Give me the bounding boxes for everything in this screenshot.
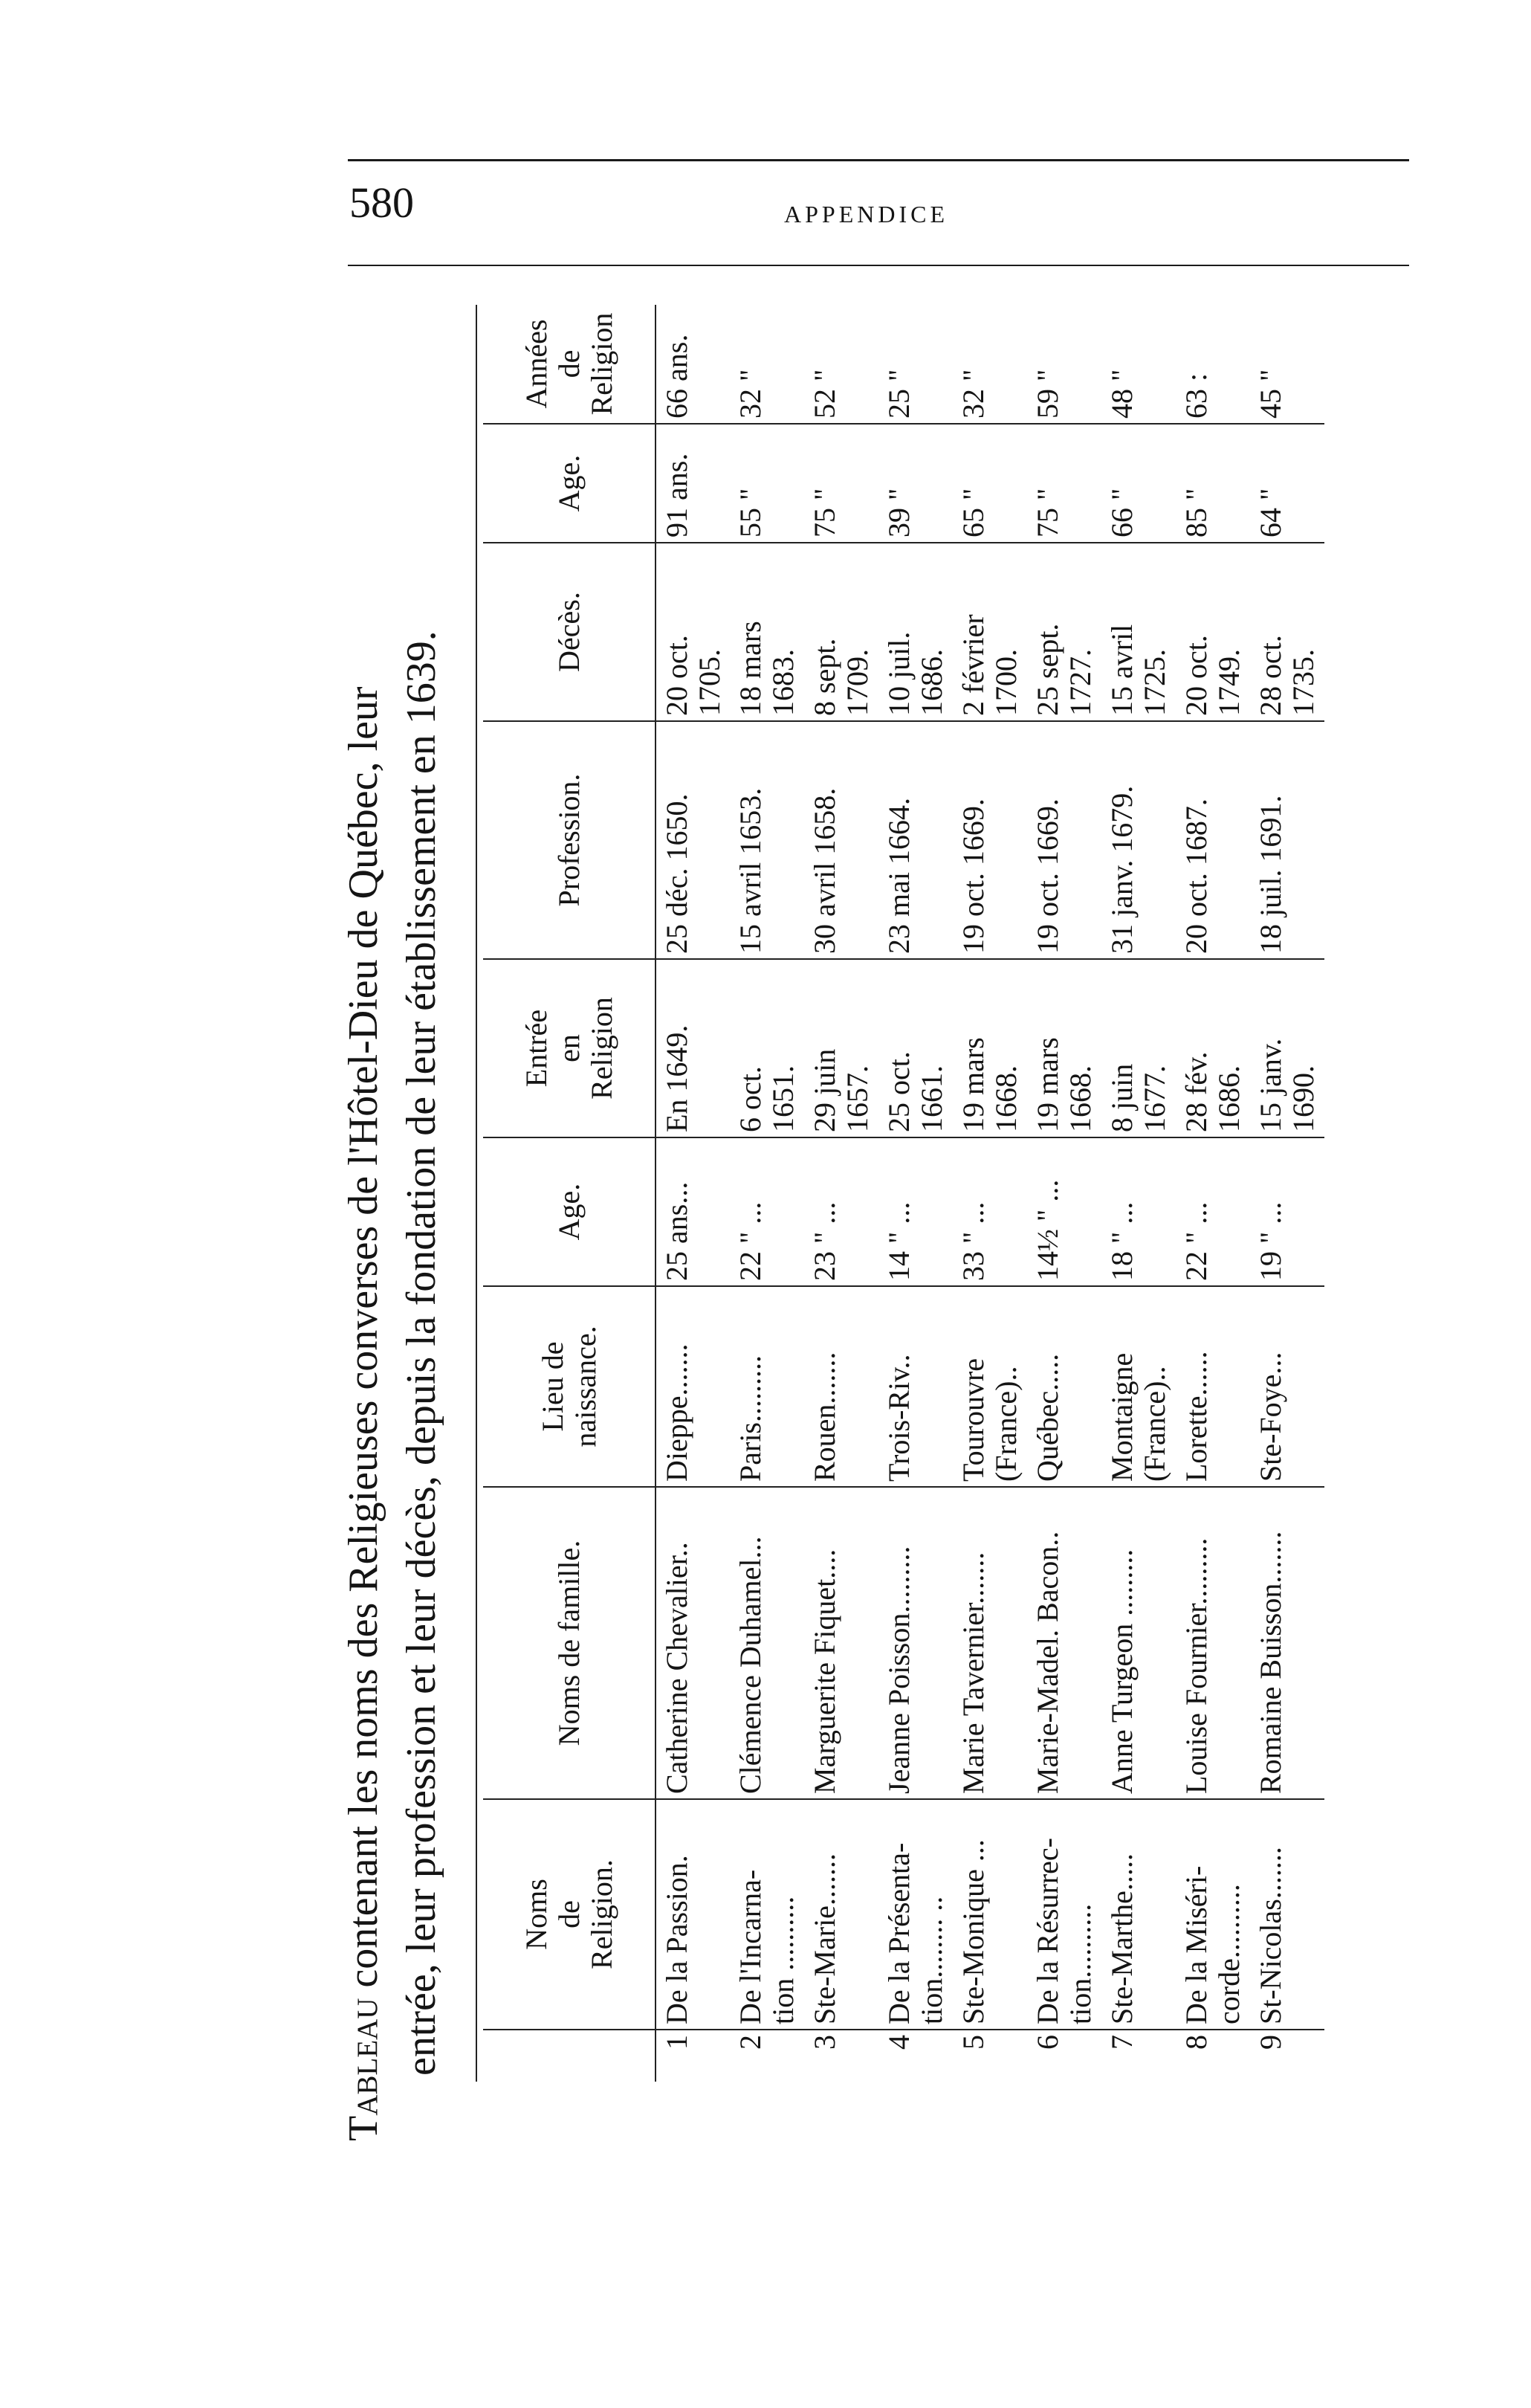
- table-row: [878, 305, 953, 2082]
- cell-years: 25 ": [878, 305, 953, 424]
- cell-profession: 30 avril 1658.: [804, 721, 878, 959]
- cell-family-name: Marguerite Fiquet....: [804, 1487, 878, 1799]
- cell-num: 9: [1254, 2035, 1287, 2050]
- cell-religion-name: Ste-Monique ...: [953, 1799, 1027, 2030]
- cell-family-name: Jeanne Poisson.........: [878, 1487, 953, 1799]
- table-row: [1250, 305, 1324, 2082]
- cell-age-death: 65 ": [953, 424, 1027, 543]
- cell-religion-name: De la Résurrec- tion..........: [1027, 1799, 1101, 2030]
- cell-age: 22 " ...: [730, 1137, 804, 1286]
- cell-years: 32 ": [953, 305, 1027, 424]
- cell-num: 7: [1105, 2035, 1139, 2050]
- cell-years: 59 ": [1027, 305, 1101, 424]
- cell-religion-name: De la Miséri- corde..........: [1176, 1799, 1250, 2030]
- caption-lead: Tableau: [340, 1998, 386, 2141]
- cell-entry: 19 mars 1668.: [1027, 959, 1101, 1137]
- table-caption: [334, 268, 450, 2141]
- cell-years: 45 ": [1250, 305, 1324, 424]
- cell-entry: 8 juin 1677.: [1101, 959, 1176, 1137]
- table-row: [1101, 305, 1176, 2082]
- cell-years: 52 ": [804, 305, 878, 424]
- cell-death: 15 avril 1725.: [1101, 543, 1176, 721]
- cell-family-name: Louise Fournier.........: [1176, 1487, 1250, 1799]
- cell-entry: 28 fév. 1686.: [1176, 959, 1250, 1137]
- cell-years: 32 ": [730, 305, 804, 424]
- cell-num: 5: [957, 2035, 990, 2050]
- cell-family-name: Marie Tavernier.......: [953, 1487, 1027, 1799]
- table-row: [953, 305, 1027, 2082]
- table-row: [804, 305, 878, 2082]
- cell-age-death: 75 ": [804, 424, 878, 543]
- cell-family-name: Romaine Buisson.......: [1250, 1487, 1324, 1799]
- cell-death: 8 sept. 1709.: [804, 543, 878, 721]
- cell-profession: 19 oct. 1669.: [953, 721, 1027, 959]
- cell-entry: En 1649.: [656, 959, 730, 1137]
- cell-age: 14 " ...: [878, 1137, 953, 1286]
- cell-entry: 15 janv. 1690.: [1250, 959, 1324, 1137]
- table-top-rule: [476, 305, 477, 2082]
- cell-death: 20 oct. 1705.: [656, 543, 730, 721]
- header-num: [483, 2030, 656, 2082]
- header-age: Age.: [483, 1137, 656, 1286]
- cell-entry: 25 oct. 1661.: [878, 959, 953, 1137]
- cell-birthplace: Québec.....: [1027, 1286, 1101, 1487]
- cell-age-death: 55 ": [730, 424, 804, 543]
- caption-line-1-rest: contenant les noms des Religieuses converses de l'Hôtel-Dieu de Québec, leur: [340, 686, 386, 1998]
- table-header-row: [483, 305, 656, 2082]
- cell-family-name: Clémence Duhamel...: [730, 1487, 804, 1799]
- cell-age-death: 39 ": [878, 424, 953, 543]
- cell-death: 25 sept. 1727.: [1027, 543, 1101, 721]
- cell-age: 18 " ...: [1101, 1137, 1176, 1286]
- cell-birthplace: Tourouvre (France)..: [953, 1286, 1027, 1487]
- cell-entry: 6 oct. 1651.: [730, 959, 804, 1137]
- cell-birthplace: Paris.........: [730, 1286, 804, 1487]
- caption-line-1: [334, 268, 392, 2141]
- cell-profession: 18 juil. 1691.: [1250, 721, 1324, 959]
- cell-profession: 25 déc. 1650.: [656, 721, 730, 959]
- cell-religion-name: De la Passion.: [656, 1799, 730, 2030]
- table-row: [1176, 305, 1250, 2082]
- header-entry: Entrée en Religion: [483, 959, 656, 1137]
- cell-age-death: 85 ": [1176, 424, 1250, 543]
- cell-profession: 15 avril 1653.: [730, 721, 804, 959]
- cell-family-name: Anne Turgeon .........: [1101, 1487, 1176, 1799]
- top-rule: [348, 159, 1409, 161]
- header-age-death: Age.: [483, 424, 656, 543]
- caption-line-2: entrée, leur profession et leur décès, depuis la fondation de leur établissement en 1639.: [398, 630, 444, 2076]
- cell-num: 1: [660, 2035, 693, 2050]
- page-number: 580: [349, 178, 414, 227]
- header-family-name: Noms de famille.: [483, 1487, 656, 1799]
- cell-death: 20 oct. 1749.: [1176, 543, 1250, 721]
- rotated-table-block: [334, 268, 1360, 2141]
- header-rule: [348, 265, 1409, 266]
- cell-family-name: Marie-Madel. Bacon..: [1027, 1487, 1101, 1799]
- cell-death: 10 juil. 1686.: [878, 543, 953, 721]
- cell-profession: 23 mai 1664.: [878, 721, 953, 959]
- cell-years: 66 ans.: [656, 305, 730, 424]
- cell-age: 33 " ...: [953, 1137, 1027, 1286]
- table-row: [656, 305, 730, 2082]
- cell-age: 14½ " ...: [1027, 1137, 1101, 1286]
- cell-religion-name: St-Nicolas.......: [1250, 1799, 1324, 2030]
- header-birthplace: Lieu de naissance.: [483, 1286, 656, 1487]
- cell-age-death: 91 ans.: [656, 424, 730, 543]
- header-religion-name: Noms de Religion.: [483, 1799, 656, 2030]
- cell-num: 2: [734, 2035, 767, 2050]
- religieuses-table: [483, 305, 1324, 2082]
- cell-profession: 19 oct. 1669.: [1027, 721, 1101, 959]
- header-years: Années de Religion: [483, 305, 656, 424]
- cell-religion-name: Ste-Marie.......: [804, 1799, 878, 2030]
- cell-death: 28 oct. 1735.: [1250, 543, 1324, 721]
- cell-years: 48 ": [1101, 305, 1176, 424]
- cell-religion-name: De l'Incarna- tion ..........: [730, 1799, 804, 2030]
- cell-birthplace: Ste-Foye...: [1250, 1286, 1324, 1487]
- cell-age-death: 64 ": [1250, 424, 1324, 543]
- cell-num: 8: [1179, 2035, 1213, 2050]
- cell-age-death: 66 ": [1101, 424, 1176, 543]
- cell-num: 3: [808, 2035, 841, 2050]
- cell-years: 63 :: [1176, 305, 1250, 424]
- cell-age: 19 " ...: [1250, 1137, 1324, 1286]
- cell-religion-name: De la Présenta- tion........ ..: [878, 1799, 953, 2030]
- cell-birthplace: Rouen.......: [804, 1286, 878, 1487]
- header-death: Décès.: [483, 543, 656, 721]
- running-head: APPENDICE: [784, 201, 949, 227]
- cell-age: 25 ans...: [656, 1137, 730, 1286]
- cell-birthplace: Lorette......: [1176, 1286, 1250, 1487]
- header-profession: Profession.: [483, 721, 656, 959]
- cell-birthplace: Trois-Riv..: [878, 1286, 953, 1487]
- cell-death: 2 février 1700.: [953, 543, 1027, 721]
- cell-death: 18 mars 1683.: [730, 543, 804, 721]
- cell-entry: 19 mars 1668.: [953, 959, 1027, 1137]
- cell-entry: 29 juin 1657.: [804, 959, 878, 1137]
- cell-family-name: Catherine Chevalier..: [656, 1487, 730, 1799]
- cell-religion-name: Ste-Marthe.....: [1101, 1799, 1176, 2030]
- table-row: [1027, 305, 1101, 2082]
- cell-num: 4: [882, 2035, 916, 2050]
- cell-age: 23 " ...: [804, 1137, 878, 1286]
- cell-birthplace: Dieppe.......: [656, 1286, 730, 1487]
- cell-age: 22 " ...: [1176, 1137, 1250, 1286]
- cell-num: 6: [1031, 2035, 1064, 2050]
- table-row: [730, 305, 804, 2082]
- cell-age-death: 75 ": [1027, 424, 1101, 543]
- cell-birthplace: Montaigne (France)..: [1101, 1286, 1176, 1487]
- cell-profession: 31 janv. 1679.: [1101, 721, 1176, 959]
- cell-profession: 20 oct. 1687.: [1176, 721, 1250, 959]
